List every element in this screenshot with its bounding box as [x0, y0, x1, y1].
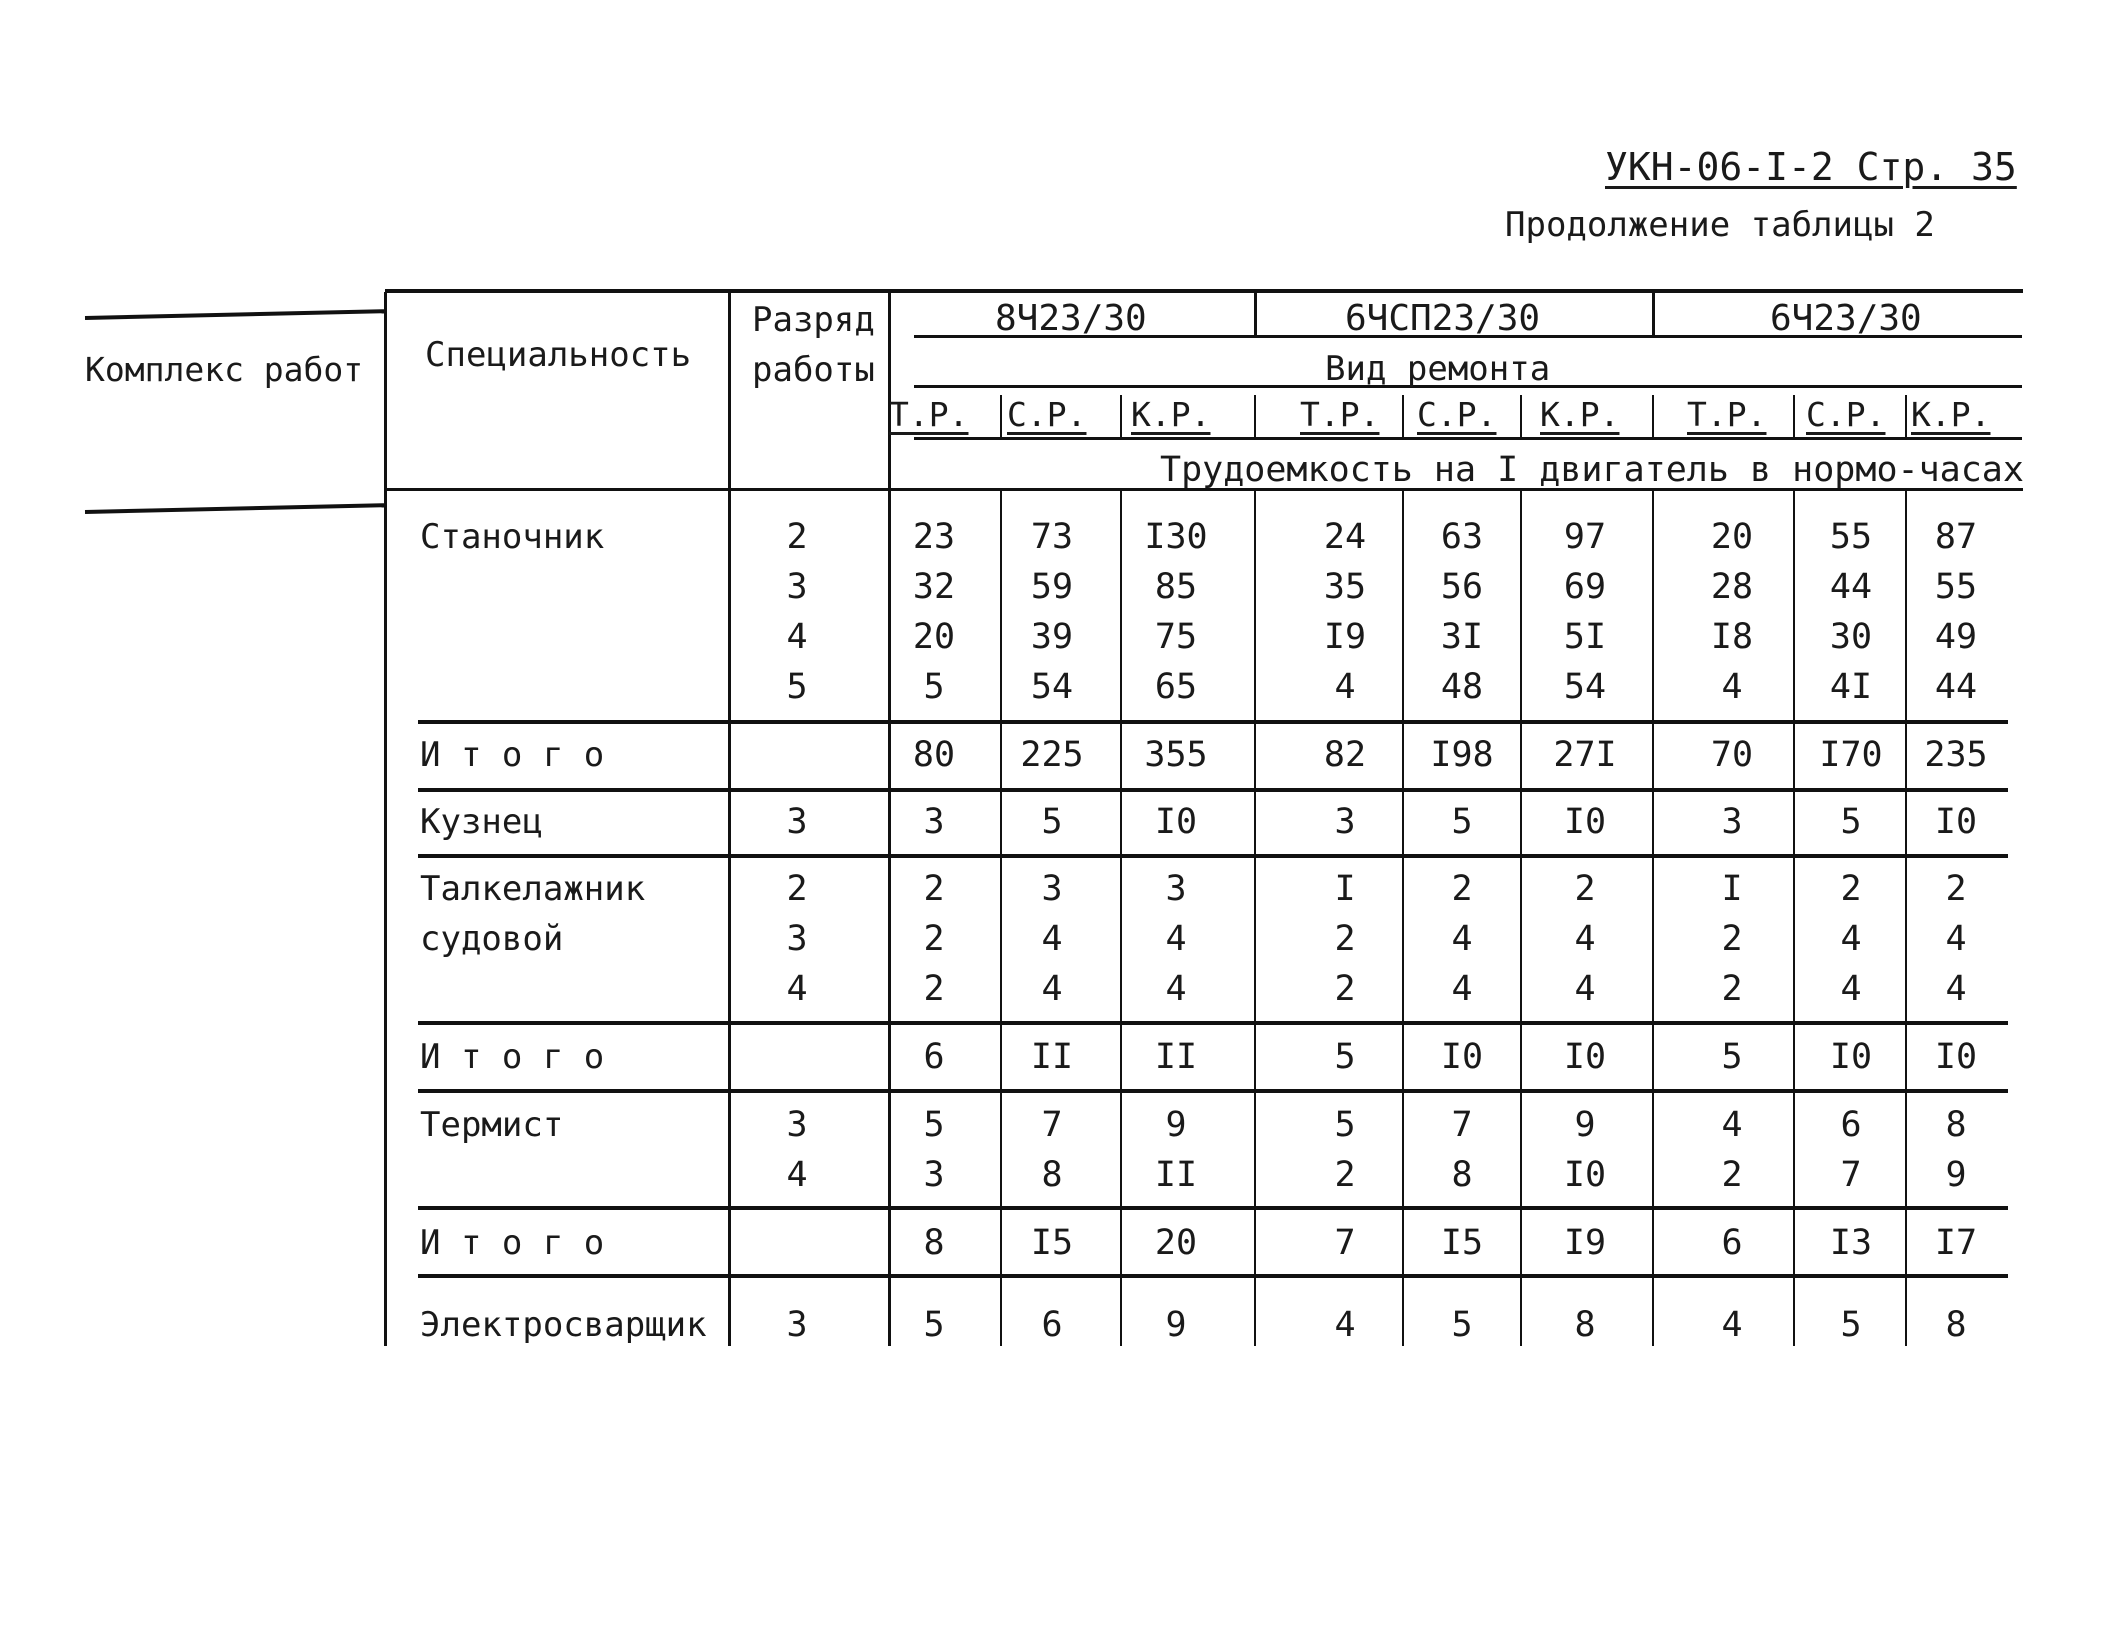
value-cell: 4 [1574, 969, 1596, 1009]
repair-type-0: Т.Р. [889, 395, 969, 434]
value-cell: 39 [1030, 617, 1074, 657]
value-cell: 3 [1165, 869, 1187, 909]
value-cell: 44 [1829, 567, 1873, 607]
value-cell: I5 [1440, 1223, 1484, 1263]
value-cell: 75 [1154, 617, 1198, 657]
value-cell: 4 [1945, 919, 1967, 959]
specialty-cell: судовой [420, 919, 564, 959]
value-cell: 2 [1334, 969, 1356, 1009]
specialty-cell: И т о г о [420, 1223, 605, 1263]
value-cell: I0 [1934, 1037, 1978, 1077]
value-cell: 55 [1934, 567, 1978, 607]
value-cell: I [1334, 869, 1356, 909]
value-cell: 235 [1924, 735, 1988, 775]
value-cell: 2 [1574, 869, 1596, 909]
value-cell: 32 [912, 567, 956, 607]
value-cell: 7 [1451, 1105, 1473, 1145]
value-cell: 225 [1020, 735, 1084, 775]
table-continuation-label: Продолжение таблицы 2 [1505, 205, 1935, 245]
value-cell: 4 [1840, 969, 1862, 1009]
value-cell: 5I [1563, 617, 1607, 657]
repair-type-3: Т.Р. [1300, 395, 1380, 434]
value-cell: 7 [1334, 1223, 1356, 1263]
value-cell: 9 [1165, 1105, 1187, 1145]
repair-type-4: С.Р. [1417, 395, 1497, 434]
value-cell: 87 [1934, 517, 1978, 557]
value-cell: 9 [1165, 1305, 1187, 1345]
value-cell: 6 [1840, 1105, 1862, 1145]
value-cell: 3 [923, 802, 945, 842]
grade-cell: 4 [786, 969, 808, 1009]
value-cell: 8 [923, 1223, 945, 1263]
value-cell: 27I [1553, 735, 1617, 775]
value-cell: 2 [923, 919, 945, 959]
value-cell: I [1721, 869, 1743, 909]
value-cell: I0 [1563, 802, 1607, 842]
value-cell: 2 [1840, 869, 1862, 909]
value-cell: 3 [923, 1155, 945, 1195]
value-cell: 65 [1154, 667, 1198, 707]
value-cell: 23 [912, 517, 956, 557]
row-rule [418, 1274, 2008, 1278]
value-cell: I9 [1563, 1223, 1607, 1263]
subheader-sep-0 [1000, 395, 1002, 437]
value-cell: 4 [1451, 969, 1473, 1009]
value-cell: I0 [1440, 1037, 1484, 1077]
value-cell: 2 [923, 869, 945, 909]
value-cell: 54 [1030, 667, 1074, 707]
grade-cell: 3 [786, 567, 808, 607]
value-cell: 4 [1041, 969, 1063, 1009]
row-rule [418, 1089, 2008, 1093]
rule-top [385, 289, 2023, 293]
value-cell: 85 [1154, 567, 1198, 607]
value-cell: 4I [1829, 667, 1873, 707]
value-cell: I98 [1430, 735, 1494, 775]
value-cell: I7 [1934, 1223, 1978, 1263]
value-cell: I9 [1323, 617, 1367, 657]
value-cell: 8 [1451, 1155, 1473, 1195]
value-cell: 4 [1334, 1305, 1356, 1345]
value-cell: 4 [1721, 667, 1743, 707]
repair-type-2: К.Р. [1131, 395, 1211, 434]
specialty-cell: Кузнец [420, 802, 543, 842]
value-cell: 28 [1710, 567, 1754, 607]
value-cell: 4 [1041, 919, 1063, 959]
body-col-sep-0 [1000, 491, 1002, 1346]
value-cell: 2 [1721, 969, 1743, 1009]
value-cell: 8 [1945, 1105, 1967, 1145]
engine-header-2: 6ЧСП23/30 [1345, 298, 1541, 339]
grade-header-line1: Разряд [752, 300, 875, 340]
value-cell: 4 [1165, 919, 1187, 959]
value-cell: 3 [1334, 802, 1356, 842]
subheader-sep-3 [1402, 395, 1404, 437]
value-cell: 5 [1721, 1037, 1743, 1077]
value-cell: 5 [1334, 1037, 1356, 1077]
value-cell: I0 [1563, 1037, 1607, 1077]
vline-grade [728, 292, 731, 1346]
value-cell: 5 [1451, 802, 1473, 842]
grade-cell: 2 [786, 517, 808, 557]
value-cell: 9 [1574, 1105, 1596, 1145]
complex-header: Комплекс работ [85, 350, 364, 389]
labor-header: Трудоемкость на I двигатель в нормо-часах [1160, 450, 2024, 490]
repair-type-8: К.Р. [1911, 395, 1991, 434]
value-cell: 2 [1334, 919, 1356, 959]
value-cell: 49 [1934, 617, 1978, 657]
grade-cell: 4 [786, 1155, 808, 1195]
repair-type-6: Т.Р. [1687, 395, 1767, 434]
value-cell: 54 [1563, 667, 1607, 707]
value-cell: 3 [1041, 869, 1063, 909]
engine-header-3: 6Ч23/30 [1770, 298, 1922, 339]
value-cell: I0 [1563, 1155, 1607, 1195]
value-cell: 56 [1440, 567, 1484, 607]
repair-type-7: С.Р. [1806, 395, 1886, 434]
value-cell: 3 [1721, 802, 1743, 842]
subheader-sep-1 [1120, 395, 1122, 437]
body-col-sep-7 [1905, 491, 1907, 1346]
subheader-sep-5 [1652, 395, 1654, 437]
value-cell: 2 [1334, 1155, 1356, 1195]
repair-type-5: К.Р. [1540, 395, 1620, 434]
grade-header-line2: работы [752, 350, 875, 390]
value-cell: 2 [1721, 1155, 1743, 1195]
value-cell: 4 [1840, 919, 1862, 959]
engine-header-1: 8Ч23/30 [995, 298, 1147, 339]
value-cell: 5 [1041, 802, 1063, 842]
vline-engine-sep-1 [1254, 292, 1257, 338]
value-cell: 8 [1041, 1155, 1063, 1195]
value-cell: 70 [1710, 735, 1754, 775]
value-cell: II [1030, 1037, 1074, 1077]
specialty-cell: И т о г о [420, 1037, 605, 1077]
value-cell: 24 [1323, 517, 1367, 557]
grade-cell: 3 [786, 1105, 808, 1145]
value-cell: 73 [1030, 517, 1074, 557]
value-cell: 6 [923, 1037, 945, 1077]
grade-cell: 4 [786, 617, 808, 657]
value-cell: 69 [1563, 567, 1607, 607]
value-cell: I0 [1934, 802, 1978, 842]
value-cell: 55 [1829, 517, 1873, 557]
value-cell: 3I [1440, 617, 1484, 657]
vline-engine-sep-2 [1652, 292, 1655, 338]
value-cell: 5 [1840, 802, 1862, 842]
grade-cell: 3 [786, 919, 808, 959]
body-col-sep-4 [1520, 491, 1522, 1346]
value-cell: 8 [1945, 1305, 1967, 1345]
vline-specialty [384, 292, 387, 1346]
value-cell: 4 [1165, 969, 1187, 1009]
value-cell: I3 [1829, 1223, 1873, 1263]
rule-repair-subtypes [914, 437, 2022, 440]
value-cell: I0 [1154, 802, 1198, 842]
grade-cell: 3 [786, 1305, 808, 1345]
value-cell: 30 [1829, 617, 1873, 657]
value-cell: 4 [1574, 919, 1596, 959]
subheader-sep-4 [1520, 395, 1522, 437]
body-col-sep-6 [1793, 491, 1795, 1346]
repair-type-1: С.Р. [1007, 395, 1087, 434]
specialty-cell: И т о г о [420, 735, 605, 775]
subheader-sep-2 [1254, 395, 1256, 437]
subheader-sep-7 [1905, 395, 1907, 437]
specialty-header: Специальность [425, 335, 692, 375]
value-cell: I0 [1829, 1037, 1873, 1077]
value-cell: 44 [1934, 667, 1978, 707]
value-cell: 2 [1721, 919, 1743, 959]
value-cell: 7 [1840, 1155, 1862, 1195]
value-cell: 2 [1945, 869, 1967, 909]
value-cell: 59 [1030, 567, 1074, 607]
grade-cell: 2 [786, 869, 808, 909]
specialty-cell: Электросварщик [420, 1305, 707, 1345]
value-cell: 4 [1721, 1305, 1743, 1345]
specialty-cell: Станочник [420, 517, 605, 557]
rule-header-bottom-left [85, 503, 385, 514]
value-cell: II [1154, 1155, 1198, 1195]
value-cell: 4 [1721, 1105, 1743, 1145]
value-cell: 2 [1451, 869, 1473, 909]
value-cell: 9 [1945, 1155, 1967, 1195]
value-cell: II [1154, 1037, 1198, 1077]
value-cell: 355 [1144, 735, 1208, 775]
value-cell: I30 [1144, 517, 1208, 557]
grade-cell: 3 [786, 802, 808, 842]
row-rule [418, 788, 2008, 792]
rule-top-left [85, 309, 385, 320]
value-cell: 2 [923, 969, 945, 1009]
value-cell: 97 [1563, 517, 1607, 557]
value-cell: 5 [923, 1305, 945, 1345]
row-rule [418, 854, 2008, 858]
value-cell: 63 [1440, 517, 1484, 557]
value-cell: 5 [923, 667, 945, 707]
value-cell: 8 [1574, 1305, 1596, 1345]
grade-cell: 5 [786, 667, 808, 707]
value-cell: I70 [1819, 735, 1883, 775]
value-cell: 48 [1440, 667, 1484, 707]
value-cell: 5 [1451, 1305, 1473, 1345]
value-cell: 82 [1323, 735, 1367, 775]
subheader-sep-6 [1793, 395, 1795, 437]
value-cell: 5 [923, 1105, 945, 1145]
value-cell: 7 [1041, 1105, 1063, 1145]
value-cell: 4 [1334, 667, 1356, 707]
body-col-sep-2 [1254, 491, 1256, 1346]
body-col-sep-5 [1652, 491, 1654, 1346]
value-cell: 4 [1451, 919, 1473, 959]
specialty-cell: Талкелажник [420, 869, 646, 909]
specialty-cell: Термист [420, 1105, 564, 1145]
value-cell: 80 [912, 735, 956, 775]
value-cell: 35 [1323, 567, 1367, 607]
value-cell: 5 [1334, 1105, 1356, 1145]
body-col-sep-1 [1120, 491, 1122, 1346]
body-col-sep-3 [1402, 491, 1404, 1346]
value-cell: 20 [1154, 1223, 1198, 1263]
value-cell: I8 [1710, 617, 1754, 657]
value-cell: 20 [912, 617, 956, 657]
value-cell: 20 [1710, 517, 1754, 557]
repair-type-header: Вид ремонта [1325, 349, 1551, 389]
row-rule [418, 1206, 2008, 1210]
value-cell: 6 [1041, 1305, 1063, 1345]
row-rule [418, 1021, 2008, 1025]
value-cell: 6 [1721, 1223, 1743, 1263]
row-rule [418, 720, 2008, 724]
value-cell: 4 [1945, 969, 1967, 1009]
value-cell: 5 [1840, 1305, 1862, 1345]
document-reference: УКН-06-I-2 Стр. 35 [1605, 145, 2017, 189]
value-cell: I5 [1030, 1223, 1074, 1263]
